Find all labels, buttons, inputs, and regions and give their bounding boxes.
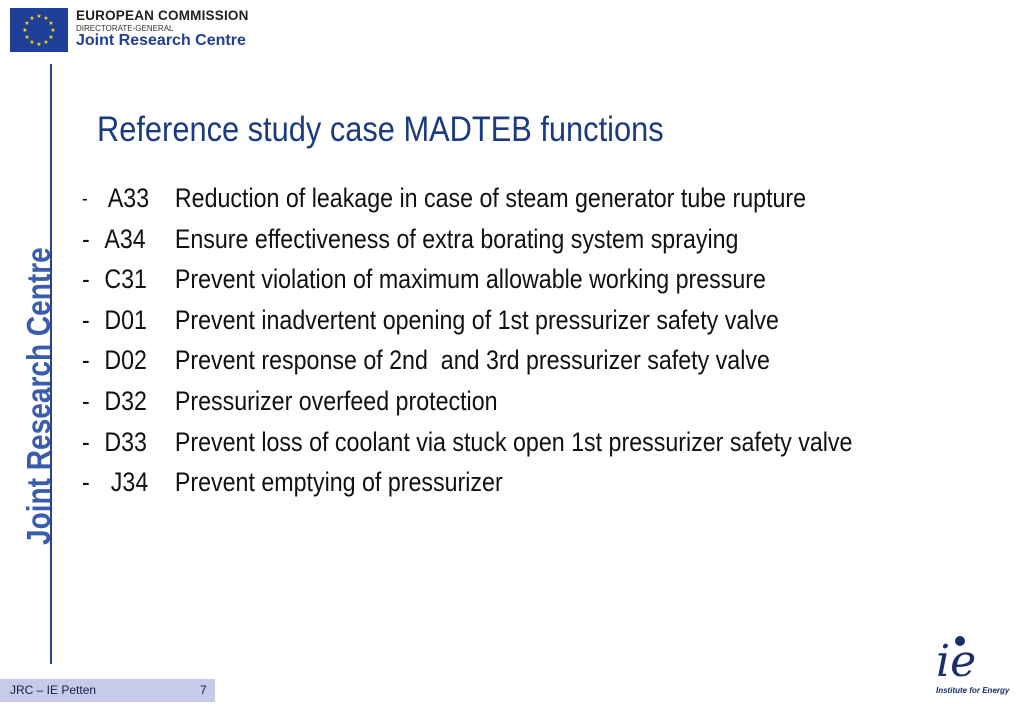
list-bullet: - xyxy=(82,385,90,416)
function-description: Prevent violation of maximum allowable working pressure xyxy=(174,264,766,295)
function-code: C31 xyxy=(104,264,147,295)
function-code: D02 xyxy=(104,345,147,376)
function-code: D01 xyxy=(104,304,147,335)
page-number: 7 xyxy=(200,683,207,697)
function-description: Ensure effectiveness of extra borating system spraying xyxy=(174,223,739,254)
function-code: D33 xyxy=(104,426,147,457)
svg-text:★: ★ xyxy=(24,20,30,27)
ie-caption: Institute for Energy xyxy=(936,686,1010,695)
list-bullet: - xyxy=(82,345,90,376)
vertical-title: Joint Research Centre xyxy=(20,247,57,545)
list-bullet: - xyxy=(82,426,90,457)
svg-text:★: ★ xyxy=(48,34,54,41)
function-description: Pressurizer overfeed protection xyxy=(174,385,498,416)
function-code: J34 xyxy=(104,467,149,498)
function-code: D32 xyxy=(104,385,147,416)
svg-text:★: ★ xyxy=(43,39,49,46)
function-description: Prevent response of 2nd and 3rd pressurizer safety valve xyxy=(174,345,770,376)
svg-text:★: ★ xyxy=(48,20,54,27)
ec-dg: DIRECTORATE-GENERAL xyxy=(76,24,174,33)
slide-title: Reference study case MADTEB functions xyxy=(97,110,664,149)
function-description: Reduction of leakage in case of steam generator tube rupture xyxy=(174,183,807,213)
ie-mark: ie xyxy=(936,636,977,687)
list-bullet: - xyxy=(82,467,90,498)
footer-bar xyxy=(0,679,215,702)
list-bullet: - xyxy=(82,223,90,254)
ec-name: EUROPEAN COMMISSION xyxy=(76,8,249,23)
function-description: Prevent inadvertent opening of 1st pressurizer safety valve xyxy=(174,304,779,335)
svg-text:★: ★ xyxy=(24,34,30,41)
function-code: A34 xyxy=(104,223,146,254)
function-description: Prevent emptying of pressurizer xyxy=(174,467,503,498)
svg-text:★: ★ xyxy=(50,27,56,34)
footer-text: JRC – IE Petten xyxy=(10,683,97,697)
svg-text:★: ★ xyxy=(36,41,42,48)
svg-text:★: ★ xyxy=(22,27,28,34)
svg-text:★: ★ xyxy=(29,39,35,46)
list-bullet: - xyxy=(82,304,90,335)
list-bullet: - xyxy=(82,188,88,210)
svg-text:★: ★ xyxy=(29,15,35,22)
eu-flag-icon xyxy=(10,8,68,52)
function-code: A33 xyxy=(107,183,150,213)
list-bullet: - xyxy=(82,264,90,295)
svg-text:★: ★ xyxy=(36,13,42,20)
function-description: Prevent loss of coolant via stuck open 1st pressurizer safety valve xyxy=(174,426,853,457)
svg-text:★: ★ xyxy=(43,15,49,22)
ec-jrc: Joint Research Centre xyxy=(76,32,246,49)
